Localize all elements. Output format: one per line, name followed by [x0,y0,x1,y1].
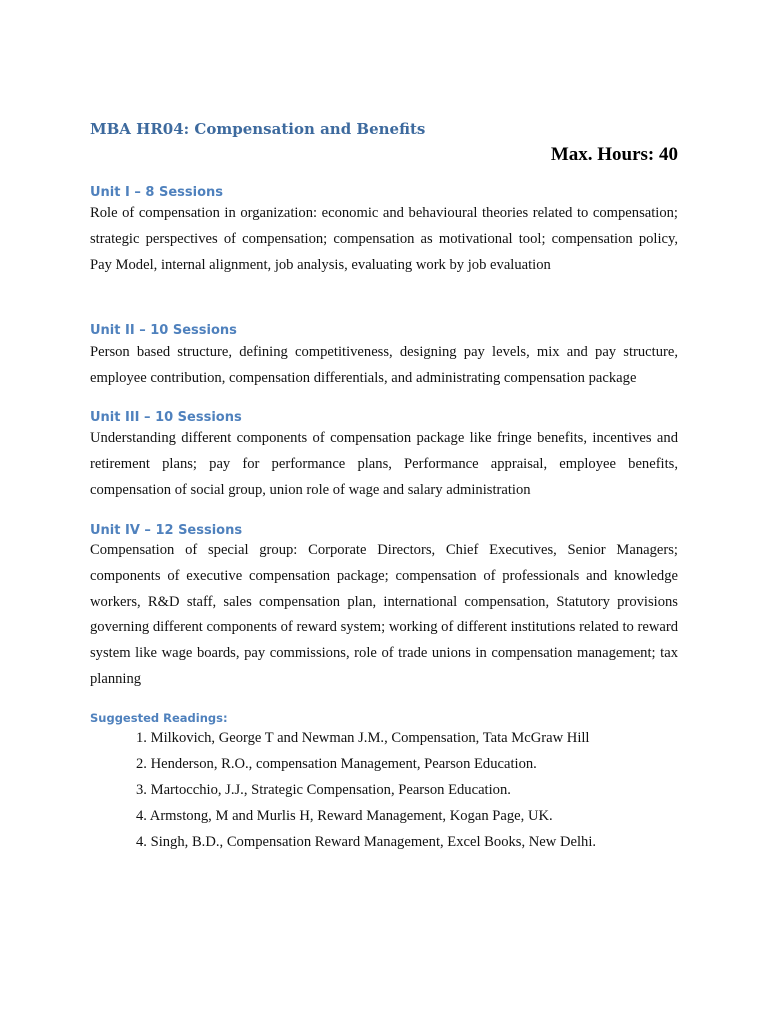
unit-4-body: Compensation of special group: Corporate Directors, Chief Executives, Senior Managers; components of executive compensation package; compensation of professionals and knowledge workers, R&D staff, sales compensation plan, international compensation, Statutory provisions governing different components of reward system; working of different institutions related to reward system like wage boards, pay commissions, role of trade unions in compensation management; tax planning [90,542,678,687]
unit-4-heading: Unit IV – 12 Sessions [90,523,243,538]
reading-item: 4. Singh, B.D., Compensation Reward Management, Excel Books, New Delhi. [136,834,597,850]
unit-1-heading: Unit I – 8 Sessions [90,185,224,200]
unit-3-body: Understanding different components of compensation package like fringe benefits, incentives and retirement plans; pay for performance plans, Performance appraisal, employee benefits, compensation of social group, union role of wage and salary administration [90,430,678,498]
course-title: MBA HR04: Compensation and Benefits [90,120,426,138]
suggested-readings-heading: Suggested Readings: [90,711,228,725]
readings-list [136,725,596,855]
reading-item: 4. Armstong, M and Murlis H, Reward Management, Kogan Page, UK. [136,808,553,824]
unit-3-heading: Unit III – 10 Sessions [90,410,242,425]
unit-1-body: Role of compensation in organization: economic and behavioural theories related to compensation; strategic perspectives of compensation; compensation as motivational tool; compensation policy, Pay Model, internal alignment, job analysis, evaluating work by job evaluation [90,205,678,273]
reading-item: 2. Henderson, R.O., compensation Management, Pearson Education. [136,756,537,772]
reading-item: 1. Milkovich, George T and Newman J.M., Compensation, Tata McGraw Hill [136,730,590,746]
reading-item: 3. Martocchio, J.J., Strategic Compensation, Pearson Education. [136,782,511,798]
max-hours: Max. Hours: 40 [550,144,678,165]
syllabus-page [90,0,678,1024]
unit-2-heading: Unit II – 10 Sessions [90,323,237,338]
unit-2-body: Person based structure, defining competitiveness, designing pay levels, mix and pay structure, employee contribution, compensation differentials, and administrating compensation package [90,344,678,386]
